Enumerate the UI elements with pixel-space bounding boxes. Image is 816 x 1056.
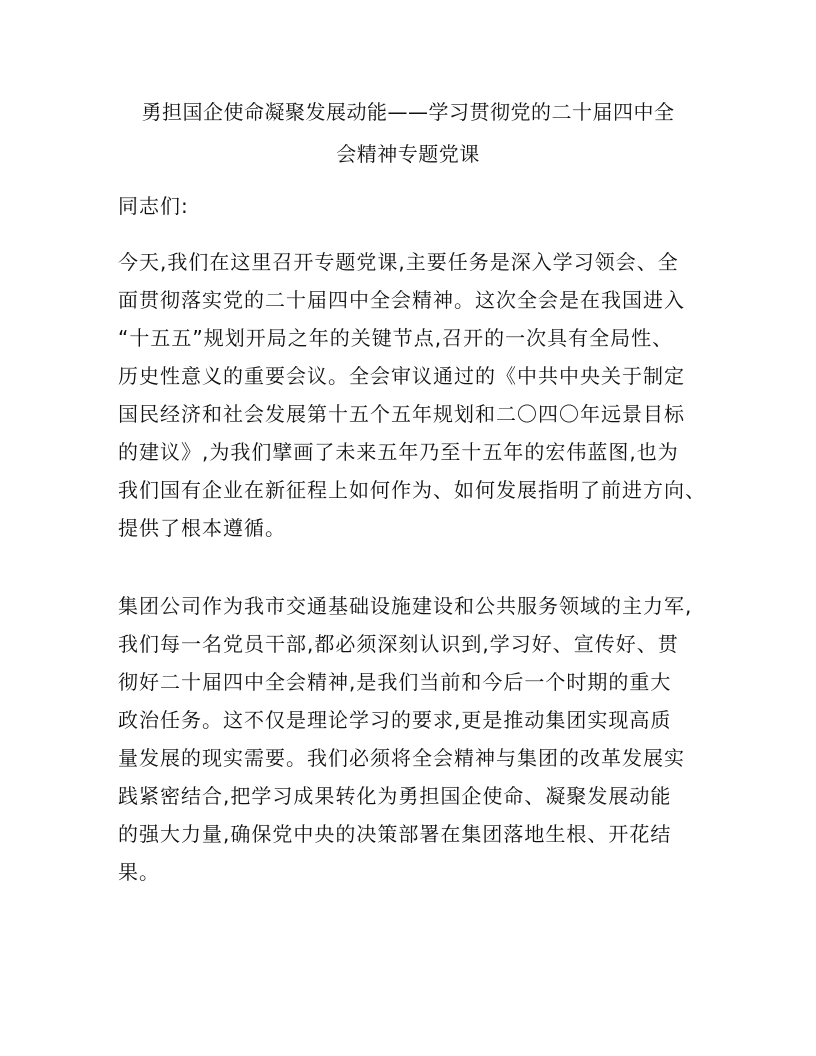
- document-title-line-2: 会精神专题党课: [336, 142, 480, 166]
- paragraph-1-line: 今天,我们在这里召开专题党课,主要任务是深入学习领会、全: [118, 250, 679, 274]
- paragraph-2-line: 政治任务。这不仅是理论学习的要求,更是推动集团实现高质: [118, 708, 672, 732]
- paragraph-2-line: 集团公司作为我市交通基础设施建设和公共服务领域的主力军,: [118, 594, 693, 618]
- paragraph-1-line: “十五五”规划开局之年的关键节点,召开的一次具有全局性、: [118, 326, 674, 350]
- paragraph-1-line: 提供了根本遵循。: [118, 516, 286, 540]
- paragraph-2-line: 量发展的现实需要。我们必须将全会精神与集团的改革发展实: [118, 746, 685, 770]
- paragraph-1-line: 我们国有企业在新征程上如何作为、如何发展指明了前进方向、: [118, 478, 706, 502]
- paragraph-1-line: 面贯彻落实党的二十届四中全会精神。这次全会是在我国进入: [118, 288, 685, 312]
- paragraph-2-line: 我们每一名党员干部,都必须深刻认识到,学习好、宣传好、贯: [118, 632, 679, 656]
- salutation: 同志们:: [118, 194, 189, 218]
- paragraph-2-line: 彻好二十届四中全会精神,是我们当前和今后一个时期的重大: [118, 670, 672, 694]
- paragraph-1-line: 的建议》,为我们擘画了未来五年乃至十五年的宏伟蓝图,也为: [118, 440, 679, 464]
- paragraph-1-line: 国民经济和社会发展第十五个五年规划和二〇四〇年远景目标: [118, 402, 685, 426]
- document-title-line-1: 勇担国企使命凝聚发展动能——学习贯彻党的二十届四中全: [141, 100, 675, 124]
- paragraph-1-line: 历史性意义的重要会议。全会审议通过的《中共中央关于制定: [118, 364, 685, 388]
- paragraph-2-line: 果。: [118, 860, 160, 884]
- paragraph-2-line: 的强大力量,确保党中央的决策部署在集团落地生根、开花结: [118, 822, 672, 846]
- paragraph-2-line: 践紧密结合,把学习成果转化为勇担国企使命、凝聚发展动能: [118, 784, 672, 808]
